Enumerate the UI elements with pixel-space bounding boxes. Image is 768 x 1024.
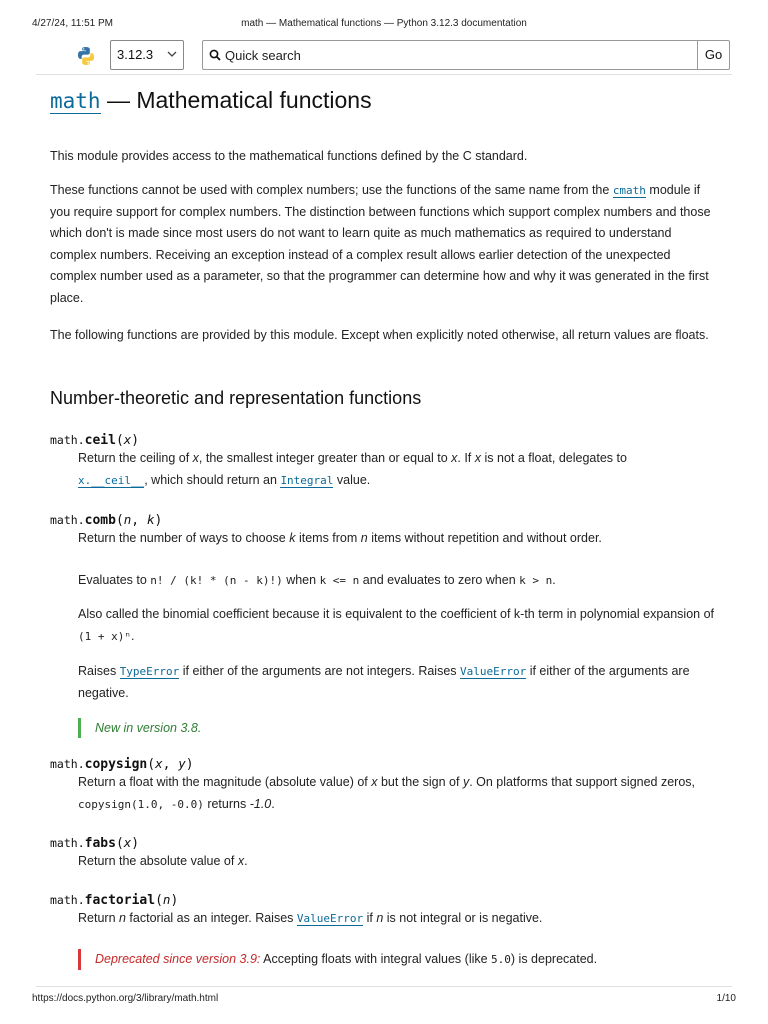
chevron-down-icon xyxy=(167,50,177,58)
signature-ceil: math.ceil(x) xyxy=(50,432,140,448)
desc-comb-1: Return the number of ways to choose k items from n items without repetition and without order. xyxy=(78,531,602,545)
python-logo-icon[interactable] xyxy=(76,46,96,66)
func-factorial xyxy=(50,892,720,930)
signature-factorial: math.factorial(n) xyxy=(50,892,179,908)
desc-copysign: Return a float with the magnitude (absolute value) of x but the sign of y. On platforms that support signed zeros, copysign(1.0, -0.0) returns -1.0. xyxy=(78,775,696,811)
ceil-dunder-link[interactable]: x.__ceil__ xyxy=(78,473,145,487)
func-copysign xyxy=(50,756,720,815)
desc-factorial: Return n factorial as an integer. Raises ValueError if n is not integral or is negative. xyxy=(78,911,543,925)
go-button[interactable]: Go xyxy=(698,40,730,70)
version-value: 3.12.3 xyxy=(117,47,154,62)
nav-divider xyxy=(36,74,732,75)
desc-comb-3: Also called the binomial coefficient because it is equivalent to the coefficient of k-th term in polynomial expansion of (1 + x)ⁿ. xyxy=(78,607,715,643)
signature-fabs: math.fabs(x) xyxy=(50,835,140,851)
section-heading: Number-theoretic and representation functions xyxy=(50,388,422,408)
integral-link[interactable]: Integral xyxy=(280,473,334,487)
valueerror-link[interactable]: ValueError xyxy=(460,665,527,678)
return-floats-paragraph: The following functions are provided by this module. Except when explicitly noted otherwise, all return values are floats. xyxy=(50,328,709,342)
signature-copysign: math.copysign(x, y) xyxy=(50,756,194,772)
complex-note-paragraph: These functions cannot be used with complex numbers; use the functions of the same name from the cmath module if you require support for complex numbers. The distinction between functions which support complex numbers and those which don't is made since most users do not want to learn quite as much mathematics as required to understand complex numbers. Receiving an exception instead of a complex result allows earlier detection of the unexpected complex number used as a parameter, so that the programmer can determine how and why it was generated in the first place. xyxy=(50,183,711,305)
module-name-link[interactable]: math xyxy=(50,89,101,113)
top-nav xyxy=(36,40,732,72)
print-header xyxy=(32,18,736,32)
print-datetime: 4/27/24, 11:51 PM xyxy=(32,18,113,29)
func-comb xyxy=(50,512,720,550)
print-footer xyxy=(32,993,736,1007)
main-content xyxy=(50,82,720,966)
print-title: math — Mathematical functions — Python 3.12.3 documentation xyxy=(241,18,527,29)
typeerror-link[interactable]: TypeError xyxy=(119,665,180,678)
desc-ceil: Return the ceiling of x, the smallest integer greater than or equal to x. If x is not a float, delegates to x.__ceil__, which should return an Integral value. xyxy=(78,451,627,487)
footer-divider xyxy=(36,986,732,987)
print-page-number: 1/10 xyxy=(716,993,736,1004)
search-icon xyxy=(209,49,221,61)
factorial-valueerror-link[interactable]: ValueError xyxy=(296,912,364,925)
signature-comb: math.comb(n, k) xyxy=(50,512,163,528)
desc-comb-2-text: Evaluates to n! / (k! * (n - k)!) when k <= n and evaluates to zero when k > n. xyxy=(78,573,556,587)
deprecation-note: Deprecated since version 3.9: Accepting floats with integral values (like 5.0) is deprecated. xyxy=(78,949,597,970)
search-box xyxy=(202,40,698,70)
cmath-link[interactable]: cmath xyxy=(612,184,646,197)
page-title: math — Mathematical functions xyxy=(50,87,372,113)
intro-paragraph: This module provides access to the mathematical functions defined by the C standard. xyxy=(50,149,528,163)
search-input[interactable] xyxy=(225,41,685,69)
desc-comb-4: Raises TypeError if either of the arguments are not integers. Raises ValueError if either of the arguments are negative. xyxy=(78,664,690,700)
version-select[interactable] xyxy=(110,40,184,70)
version-added-note: New in version 3.8. xyxy=(78,718,201,738)
func-fabs xyxy=(50,835,720,873)
desc-fabs: Return the absolute value of x. xyxy=(78,854,248,868)
print-url: https://docs.python.org/3/library/math.html xyxy=(32,993,219,1004)
func-ceil xyxy=(50,432,720,491)
